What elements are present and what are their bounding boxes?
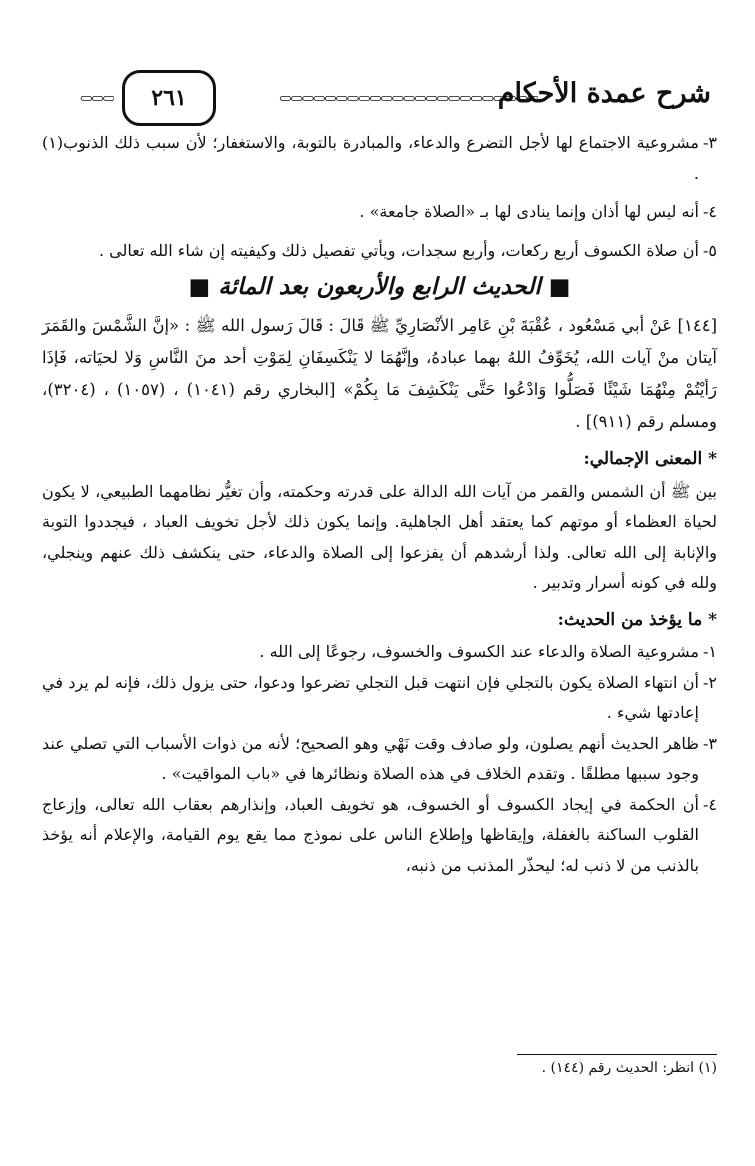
book-page (42, 0, 717, 1166)
item-text: مشروعية الاجتماع لها لأجل التضرع والدعاء، والمبادرة بالتوبة، والاستغفار؛ لأن سبب ذلك الذنوب(١) . (42, 133, 699, 183)
item-number: ٢- (703, 672, 717, 692)
item-number: ١- (703, 642, 717, 661)
footnote-divider (517, 1054, 717, 1055)
footnote: (١) انظر: الحديث رقم (١٤٤) . (541, 1060, 717, 1076)
hadith-text: [١٤٤] عَنْ أبي مَسْعُود ، عُقْبَةَ بْنِ عَامِر الأنْصَارِيِّ ﷺ قَالَ : قَالَ رَسول الله ﷺ : «إنَّ الشَّمْسَ والقَمَرَ آيتان منْ آيات الله، يُخَوِّفُ اللهُ بهما عبادهُ، وإنَّهُمَا لا يَنْكَسِفَانِ لِمَوْتِ أحد منَ النَّاسِ وَلا لحيَاته، فَإذَا رَأيْتُمْ مِنْهُمَا شَيْئًا فَصَلُّوا وَادْعُوا حَتَّى يَنْكَشِفَ مَا بِكُمْ» [البخاري رقم (١٠٤١) ، (١٠٥٧) ، (٣٢٠٤)، ومسلم رقم (٩١١)] . (42, 316, 717, 431)
list-item (42, 236, 717, 267)
section-title-lessons: * ما يؤخذ من الحديث: (557, 609, 717, 630)
page-number: ٢٦١ (122, 70, 216, 126)
header-ornament-long: ⊂⊃⊂⊃⊂⊃⊂⊃⊂⊃⊂⊃⊂⊃⊂⊃⊂⊃⊂⊃⊂⊃⊂⊃⊂⊃⊂⊃⊂⊃⊂⊃⊂⊃⊂⊃⊂⊃⊂⊃⊂⊃⊂⊃⊂⊃ (279, 92, 538, 105)
page-body (42, 128, 717, 881)
item-number: ٤- (703, 202, 717, 221)
item-number: ٣- (703, 133, 717, 152)
section-title-general-meaning: * المعنى الإجمالي: (583, 449, 717, 469)
book-title: شرح عمدة الأحكام (497, 78, 711, 109)
item-text: أن الحكمة في إيجاد الكسوف أو الخسوف، هو تخويف العباد، وإنذارهم بعقاب الله تعالى، وإزعاج القلوب الساكنة بالغفلة، وإيقاظها وإطلاع الناس على نموذج مما يقع يوم القيامة، والإعلام أنه يؤخذ بالذنب من لا ذنب له؛ ليحذّر المذنب من ذنبه، (42, 794, 699, 875)
page-header (42, 70, 717, 130)
list-item (42, 790, 717, 882)
item-text: ظاهر الحديث أنهم يصلون، ولو صادف وقت نَهْي وهو الصحيح؛ لأنه من ذوات الأسباب التي تصلي عند وجود سببها مطلقًا . وتقدم الخلاف في هذه الصلاة ونظائرها في «باب المواقيت» . (42, 733, 699, 783)
header-ornament-short: ⊂⊃⊂⊃⊂⊃ (80, 92, 114, 105)
item-number: ٤- (703, 794, 717, 814)
list-item (42, 729, 717, 790)
list-item (42, 197, 717, 228)
item-text: مشروعية الصلاة والدعاء عند الكسوف والخسوف، رجوعًا إلى الله . (259, 642, 699, 661)
general-meaning-text: بين ﷺ أن الشمس والقمر من آيات الله الدالة على قدرته وحكمته، وأن تغيُّر نظامهما الطبيعي، لا يكون لحياة العظماء أو موتهم كما يعتقد أهل الجاهلية. وإنما يكون ذلك لأجل تخويف العباد ، فيجددوا التوبة والإنابة إلى الله تعالى. ولذا أرشدهم أن يفزعوا إلى الصلاة والدعاء، حتى ينكشف ذلك عنهم وينجلي، ولله في كونه أسرار وتدبير . (42, 481, 717, 592)
item-number: ٣- (703, 733, 717, 753)
item-text: أنه ليس لها أذان وإنما ينادى لها بـ «الصلاة جامعة» . (359, 202, 699, 221)
list-item (42, 637, 717, 668)
item-text: أن صلاة الكسوف أربع ركعات، وأربع سجدات، ويأتي تفصيل ذلك وكيفيته إن شاء الله تعالى . (99, 240, 699, 260)
item-text: أن انتهاء الصلاة يكون بالتجلي فإن انتهت قبل التجلي تضرعوا ودعوا، حتى يزول ذلك، فإنه لم يرد في إعادتها شيء . (42, 672, 699, 722)
list-item (42, 668, 717, 729)
list-item (42, 128, 717, 189)
item-number: ٥- (703, 240, 717, 260)
hadith-title: ■ الحديث الرابع والأربعون بعد المائة ■ (188, 273, 571, 300)
